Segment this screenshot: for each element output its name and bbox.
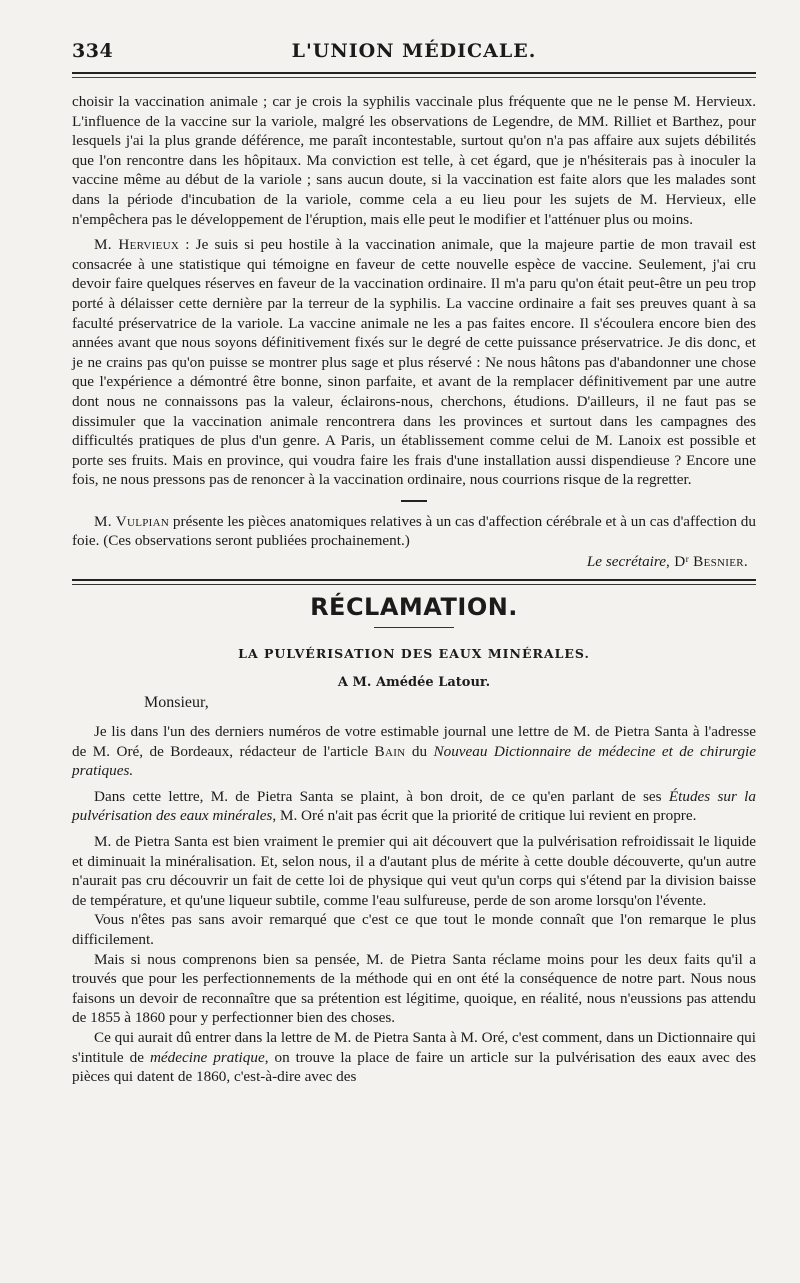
double-rule-bottom xyxy=(72,584,756,585)
p6-medecine-pratique: médecine pratique xyxy=(149,1048,265,1066)
salutation: Monsieur, xyxy=(144,694,209,712)
intro-paragraph: choisir la vaccination animale ; car je crois la syphilis vaccinale plus fréquente que ne le pense M. Hervieux. L'influence de la vaccine sur la variole, malgré les observations de Legendre, de MM. Rilliet et Barthez, pour lesquels j'ai la plus grande déférence, me paraît incontestable, surtout qu'on n'a pas affaire aux sujets débilités que l'on rencontre dans les hôpitaux. Ma conviction est telle, à cet égard, que je n'hésiterais pas à inoculer la vaccine même au début de la variole ; sans aucun doute, si la vaccination est faite alors que les malades sont dans la période d'incubation de la variole, comme cela a eu lieu pour les sujets de M. Hervieux, elle n'empêchera pas le développement de l'éruption, mais elle peut le modifier et l'atténuer plus ou moins. xyxy=(72,93,756,228)
page-header xyxy=(72,36,756,74)
title-rule xyxy=(374,627,454,628)
secretary-signature xyxy=(72,553,756,571)
vulpian-paragraph xyxy=(72,512,756,551)
double-rule-top xyxy=(72,579,756,581)
p1-text-b: du xyxy=(405,742,434,760)
p2-text-b: , M. Oré n'ait pas écrit que la priorité de critique lui revient en propre. xyxy=(272,807,697,825)
reclamation-paragraph-2 xyxy=(72,787,756,826)
reclamation-paragraph-1 xyxy=(72,722,756,781)
reclamation-subtitle: LA PULVÉRISATION DES EAUX MINÉRALES. xyxy=(238,646,590,662)
signature-role: Le secrétaire xyxy=(586,553,666,571)
article-body xyxy=(72,78,756,1087)
reclamation-title: RÉCLAMATION. xyxy=(310,593,518,622)
hervieux-text: : Je suis si peu hostile à la vaccination animale, que la majeure partie de mon travail est consacrée à une statistique qui témoigne en faveur de cette nouvelle espèce de vaccine. Seulement, j'ai cru devoir faire quelques réserves en faveur de la vaccination ordinaire. Il m'a paru qu'on était peut-être un peu trop porté à délaisser cette dernière par la terreur de la syphilis. La vaccine ordinaire a fait ses preuves quant à sa faculté préservatrice de la variole. La vaccine animale ne les a pas faites encore. Il s'écoulera encore bien des années avant que nous soyons définitivement fixés sur le degré de cette puissance préservatrice. Je dis donc, et je ne crains pas qu'on puisse se montrer plus sage et plus réservé : Ne nous hâtons pas d'abandonner une chose que l'expérience a démontré être bonne, sinon parfaite, et avant de la remplacer définitivement par une autre dont nous ne connaissons pas la valeur, éclairons-nous, cherchons, étudions. D'ailleurs, il ne faut pas se dissimuler que la vaccination animale rencontrera dans les provinces et surtout dans les campagnes des difficultés pratiques de plus d'un genre. A Paris, un établissement comme celui de M. Lanoix est possible et porte ses fruits. Mais en province, qui voudra faire les frais d'une installation aussi dispendieuse ? Encore une fois, ne nous pressons pas de renoncer à la vaccination ordinaire, nous courrions risque de la regretter. xyxy=(72,236,756,489)
speaker-hervieux: M. Hervieux xyxy=(94,236,180,254)
p1-text-a: Je lis dans l'un des derniers numéros de votre estimable journal une lettre de M. de Pietra Santa à l'adresse de M. Oré, de Bordeaux, rédacteur de l'article xyxy=(72,723,756,760)
page-number: 334 xyxy=(72,40,114,62)
p2-etudes-title: Études sur la pulvérisation des eaux minérales xyxy=(72,787,756,825)
addressee: A M. Amédée Latour. xyxy=(337,675,491,691)
hervieux-paragraph xyxy=(72,235,756,490)
speaker-vulpian: M. Vulpian xyxy=(94,512,170,530)
reclamation-paragraph-4: Vous n'êtes pas sans avoir remarqué que c'est ce que tout le monde connaît que l'on remarque le plus difficilement. xyxy=(72,911,756,948)
p6-text-a: Ce qui aurait dû entrer dans la lettre de M. de Pietra Santa à M. Oré, c'est comment, dans un Dictionnaire qui s'intitule de xyxy=(72,1028,756,1066)
p1-bain: Bain xyxy=(374,742,406,760)
running-title: L'UNION MÉDICALE. xyxy=(291,40,537,62)
p2-text-a: Dans cette lettre, M. de Pietra Santa se plaint, à bon droit, de ce qu'en parlant de ses xyxy=(94,787,669,805)
section-divider xyxy=(401,500,427,502)
reclamation-paragraph-6 xyxy=(72,1028,756,1087)
p6-text-b: , on trouve la place de faire un article sur la pulvérisation des eaux avec des pièces qui datent de 1860, c'est-à-dire avec des xyxy=(72,1048,756,1086)
p1-dictionary-title: Nouveau Dictionnaire de médecine et de chirurgie pratiques. xyxy=(72,742,757,780)
signature-name: , Dʳ Besnier. xyxy=(666,553,748,571)
reclamation-paragraph-3: M. de Pietra Santa est bien vraiment le premier qui ait découvert que la pulvérisation refroidissait le liquide et diminuait la minéralisation. Et, selon nous, il a d'autant plus de mérite à cette double découverte, qu'un autre n'aurait pas cru découvrir un fait de cette loi de physique qui veut qu'un corps qui s'étend par la division baisse de température, et qu'une liqueur subtile, comme l'eau sulfureuse, perde de son arome lorsqu'on l'évente. xyxy=(72,833,756,909)
vulpian-text: présente les pièces anatomiques relatives à un cas d'affection cérébrale et à un cas d'affection du foie. (Ces observations seront publiées prochainement.) xyxy=(72,512,756,550)
reclamation-paragraph-5: Mais si nous comprenons bien sa pensée, M. de Pietra Santa réclame moins pour les deux faits qu'il a trouvés que pour les perfectionnements de la méthode qui en ont été la conséquence de notre part. Nous nous faisons un devoir de reconnaître que sa prétention est légitime, quoique, en réalité, nous n'eussions pas attendu de 1855 à 1860 pour y perfectionner bien des choses. xyxy=(72,950,756,1027)
